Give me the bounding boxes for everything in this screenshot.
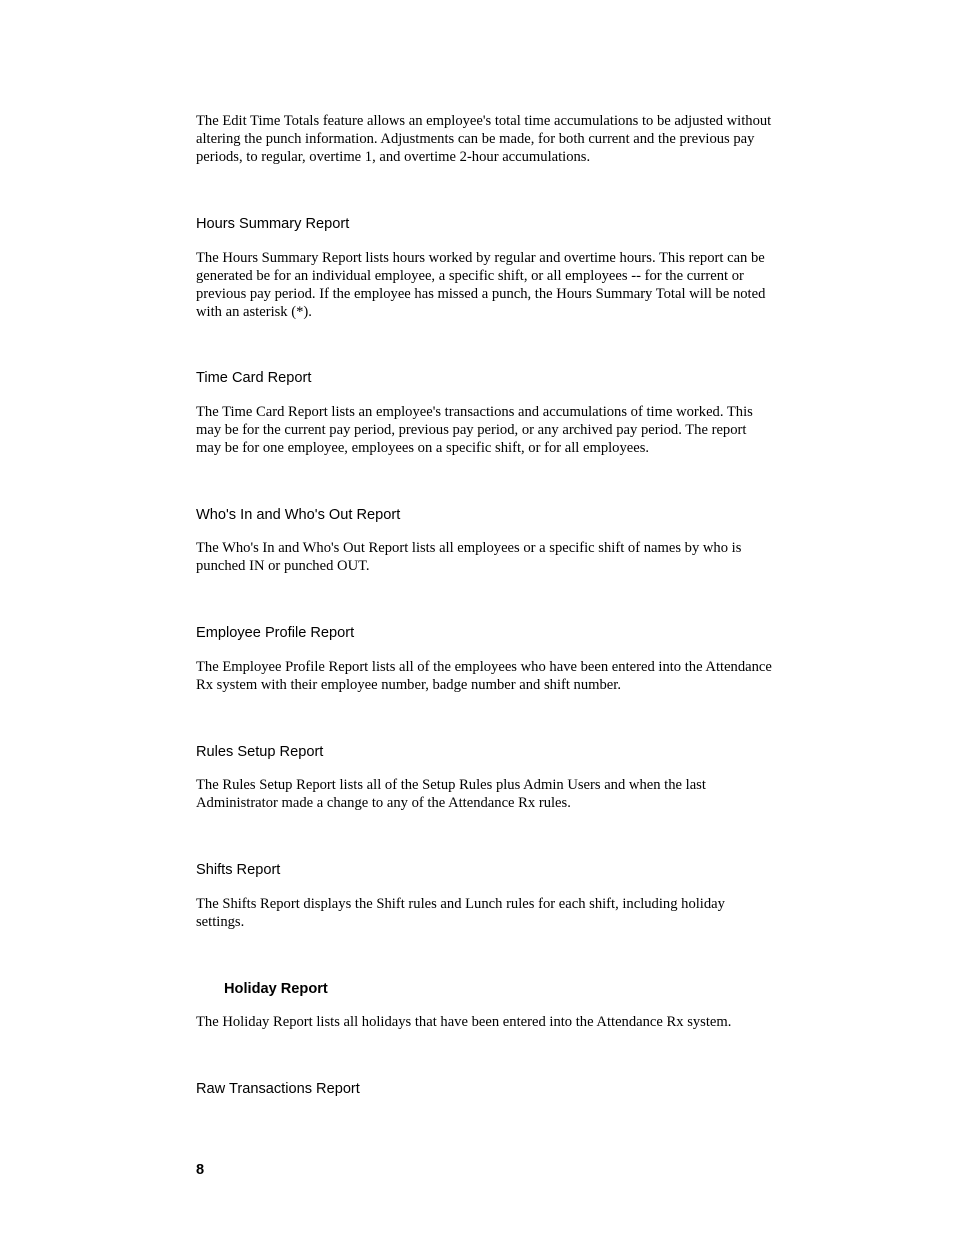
section-paragraph-time-card <box>196 403 818 457</box>
section-heading-employee-profile: Employee Profile Report <box>196 625 355 641</box>
section-heading-raw-transactions: Raw Transactions Report <box>196 1081 360 1097</box>
section-paragraph-whos-in-out <box>196 539 818 575</box>
intro-line: The Edit Time Totals feature allows an employee's total time accumulations to be adjusted without <box>196 113 772 129</box>
paragraph-line: The Rules Setup Report lists all of the Setup Rules plus Admin Users and when the last <box>196 777 706 793</box>
section-heading-shifts: Shifts Report <box>196 862 281 878</box>
intro-paragraph <box>196 112 818 166</box>
section-paragraph-employee-profile <box>196 658 818 694</box>
intro-line: altering the punch information. Adjustments can be made, for both current and the previous pay <box>196 131 755 147</box>
section-heading-rules-setup: Rules Setup Report <box>196 744 324 760</box>
section-paragraph-holiday <box>196 1013 818 1031</box>
paragraph-line: settings. <box>196 914 245 930</box>
paragraph-line: punched IN or punched OUT. <box>196 558 370 574</box>
paragraph-line: The Shifts Report displays the Shift rules and Lunch rules for each shift, including holiday <box>196 896 725 912</box>
paragraph-line: previous pay period. If the employee has missed a punch, the Hours Summary Total will be noted <box>196 286 766 302</box>
paragraph-line: with an asterisk (*). <box>196 304 312 320</box>
paragraph-line: The Holiday Report lists all holidays that have been entered into the Attendance Rx system. <box>196 1014 732 1030</box>
section-heading-time-card: Time Card Report <box>196 370 312 386</box>
intro-line: periods, to regular, overtime 1, and overtime 2-hour accumulations. <box>196 149 591 165</box>
section-heading-whos-in-out: Who's In and Who's Out Report <box>196 507 401 523</box>
paragraph-line: The Time Card Report lists an employee's transactions and accumulations of time worked. This <box>196 404 753 420</box>
paragraph-line: generated be for an individual employee, a specific shift, or all employees -- for the current or <box>196 268 744 284</box>
section-heading-hours-summary: Hours Summary Report <box>196 216 350 232</box>
section-paragraph-shifts <box>196 895 818 931</box>
paragraph-line: Administrator made a change to any of the Attendance Rx rules. <box>196 795 571 811</box>
paragraph-line: may be for one employee, employees on a specific shift, or for all employees. <box>196 440 650 456</box>
paragraph-line: Rx system with their employee number, badge number and shift number. <box>196 677 621 693</box>
paragraph-line: The Hours Summary Report lists hours worked by regular and overtime hours. This report can be <box>196 250 765 266</box>
section-heading-holiday: Holiday Report <box>224 981 328 997</box>
section-paragraph-rules-setup <box>196 776 818 812</box>
paragraph-line: The Who's In and Who's Out Report lists all employees or a specific shift of names by who is <box>196 540 742 556</box>
section-paragraph-hours-summary <box>196 249 818 321</box>
paragraph-line: The Employee Profile Report lists all of the employees who have been entered into the Attendance <box>196 659 772 675</box>
paragraph-line: may be for the current pay period, previous pay period, or any archived pay period. The report <box>196 422 747 438</box>
page-number: 8 <box>196 1162 205 1178</box>
